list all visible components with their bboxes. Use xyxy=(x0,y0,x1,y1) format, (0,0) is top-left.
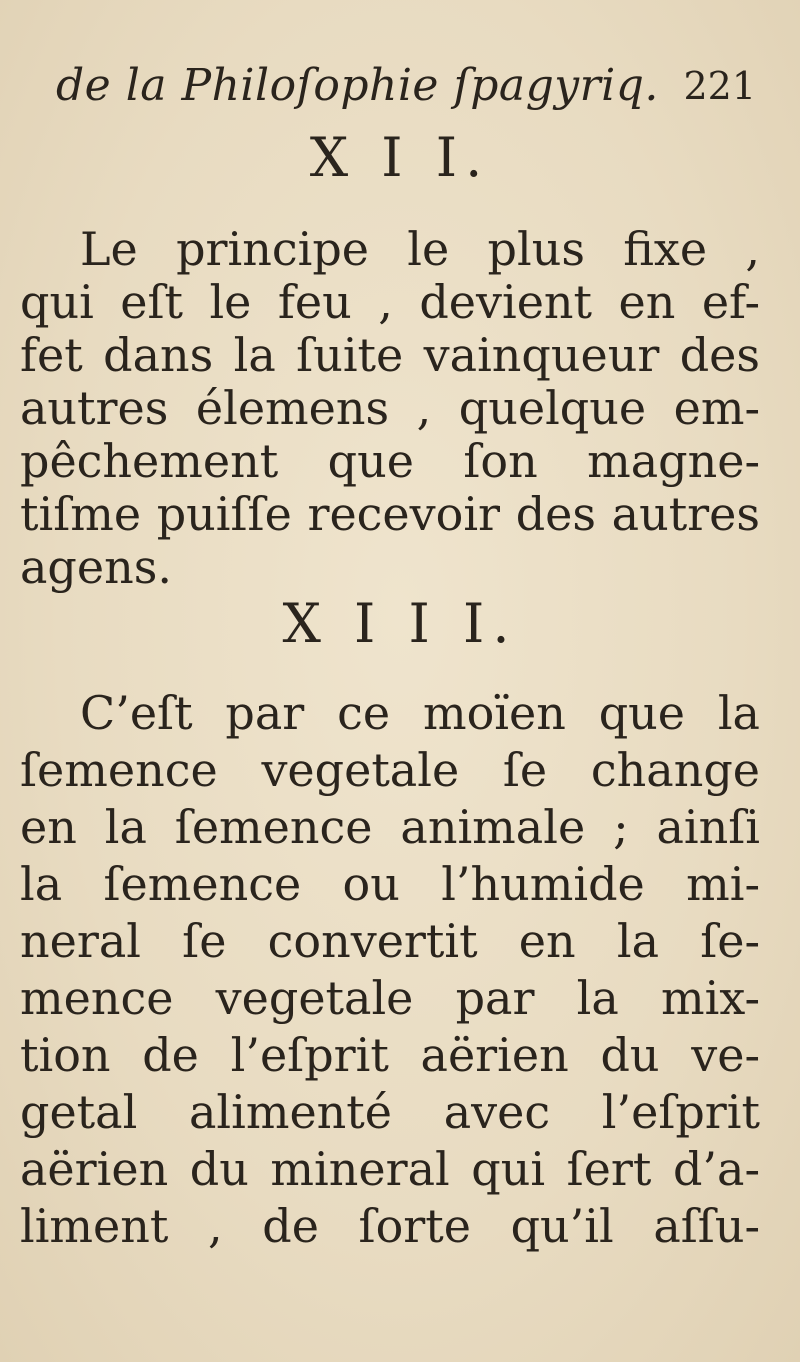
text-line: fet dans la ſuite vainqueur des xyxy=(20,328,760,382)
text-line: neral ſe convertit en la ſe- xyxy=(20,914,760,968)
text-line: en la ſemence animale ; ainſi xyxy=(20,800,760,854)
text-line: mence vegetale par la mix- xyxy=(20,971,760,1025)
text-line: qui eſt le feu , devient en ef- xyxy=(20,275,760,329)
text-line: pêchement que ſon magne- xyxy=(20,434,760,488)
text-line: C’eſt par ce moïen que la xyxy=(80,686,760,740)
page-number: 221 xyxy=(683,64,756,108)
text-line: ſemence vegetale ſe change xyxy=(20,743,760,797)
text-line: agens. xyxy=(20,540,172,594)
text-line: tiſme puiſſe recevoir des autres xyxy=(20,487,760,541)
section-number-xii: X I I. xyxy=(309,126,491,189)
running-title: de la Philoſophie ſpagyriq. xyxy=(56,60,659,111)
text-line: autres élemens , quelque em- xyxy=(20,381,760,435)
text-line: Le principe le plus fixe , xyxy=(80,222,760,276)
text-line: aërien du mineral qui ſert d’a- xyxy=(20,1142,760,1196)
section-number-xiii: X I I I. xyxy=(282,592,518,655)
text-line: liment , de ſorte qu’il aſſu- xyxy=(20,1199,760,1253)
running-head xyxy=(56,60,756,116)
text-line: tion de l’eſprit aërien du ve- xyxy=(20,1028,760,1082)
text-line: la ſemence ou l’humide mi- xyxy=(20,857,760,911)
text-line: getal alimenté avec l’eſprit xyxy=(20,1085,760,1139)
